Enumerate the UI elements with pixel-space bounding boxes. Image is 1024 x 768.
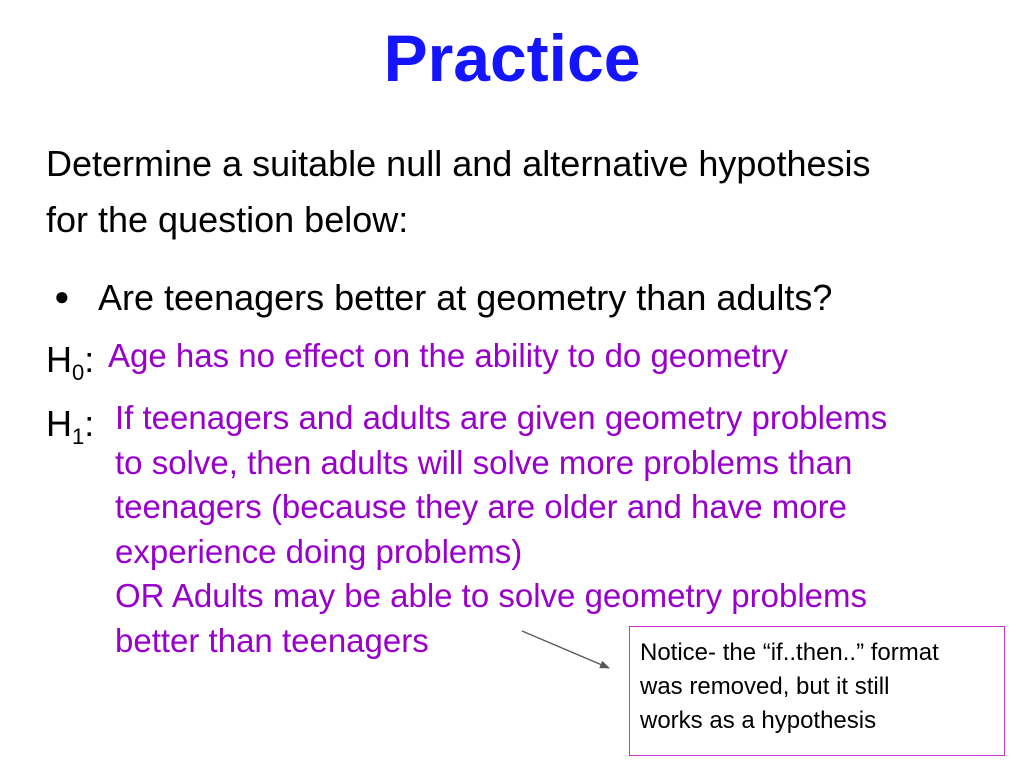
alternative-hypothesis-answer bbox=[115, 396, 887, 663]
h1-subscript: 1 bbox=[72, 424, 85, 449]
note-line: Notice- the “if..then..” format bbox=[640, 639, 939, 666]
note-line: works as a hypothesis bbox=[640, 707, 877, 734]
note-line: was removed, but it still bbox=[640, 673, 890, 700]
slide-title: Practice bbox=[383, 21, 641, 95]
h1-answer-line: experience doing problems) bbox=[115, 532, 523, 570]
h0-letter: H bbox=[46, 339, 72, 380]
bullet-icon: ● bbox=[54, 281, 70, 311]
h1-colon: : bbox=[84, 403, 95, 444]
h1-answer-line: OR Adults may be able to solve geometry problems bbox=[115, 577, 868, 614]
h1-letter: H bbox=[46, 403, 72, 444]
null-hypothesis-answer: Age has no effect on the ability to do geometry bbox=[108, 337, 788, 374]
instructions-line-2: for the question below: bbox=[46, 199, 409, 240]
question-text: Are teenagers better at geometry than adults? bbox=[98, 277, 833, 318]
alternative-hypothesis-label bbox=[46, 402, 95, 449]
h1-answer-line: to solve, then adults will solve more problems than bbox=[115, 443, 853, 481]
note-box bbox=[629, 626, 1005, 756]
null-hypothesis-label bbox=[46, 338, 95, 385]
h1-answer-line: better than teenagers bbox=[115, 621, 429, 659]
question-bullet bbox=[46, 272, 832, 322]
h1-answer-line: If teenagers and adults are given geometry problems bbox=[115, 399, 888, 436]
h0-subscript: 0 bbox=[72, 360, 85, 385]
h0-colon: : bbox=[84, 339, 95, 380]
h1-answer-line: teenagers (because they are older and have more bbox=[115, 488, 847, 525]
instructions-line-1: Determine a suitable null and alternative hypothesis bbox=[46, 143, 871, 184]
instructions bbox=[46, 136, 1006, 248]
